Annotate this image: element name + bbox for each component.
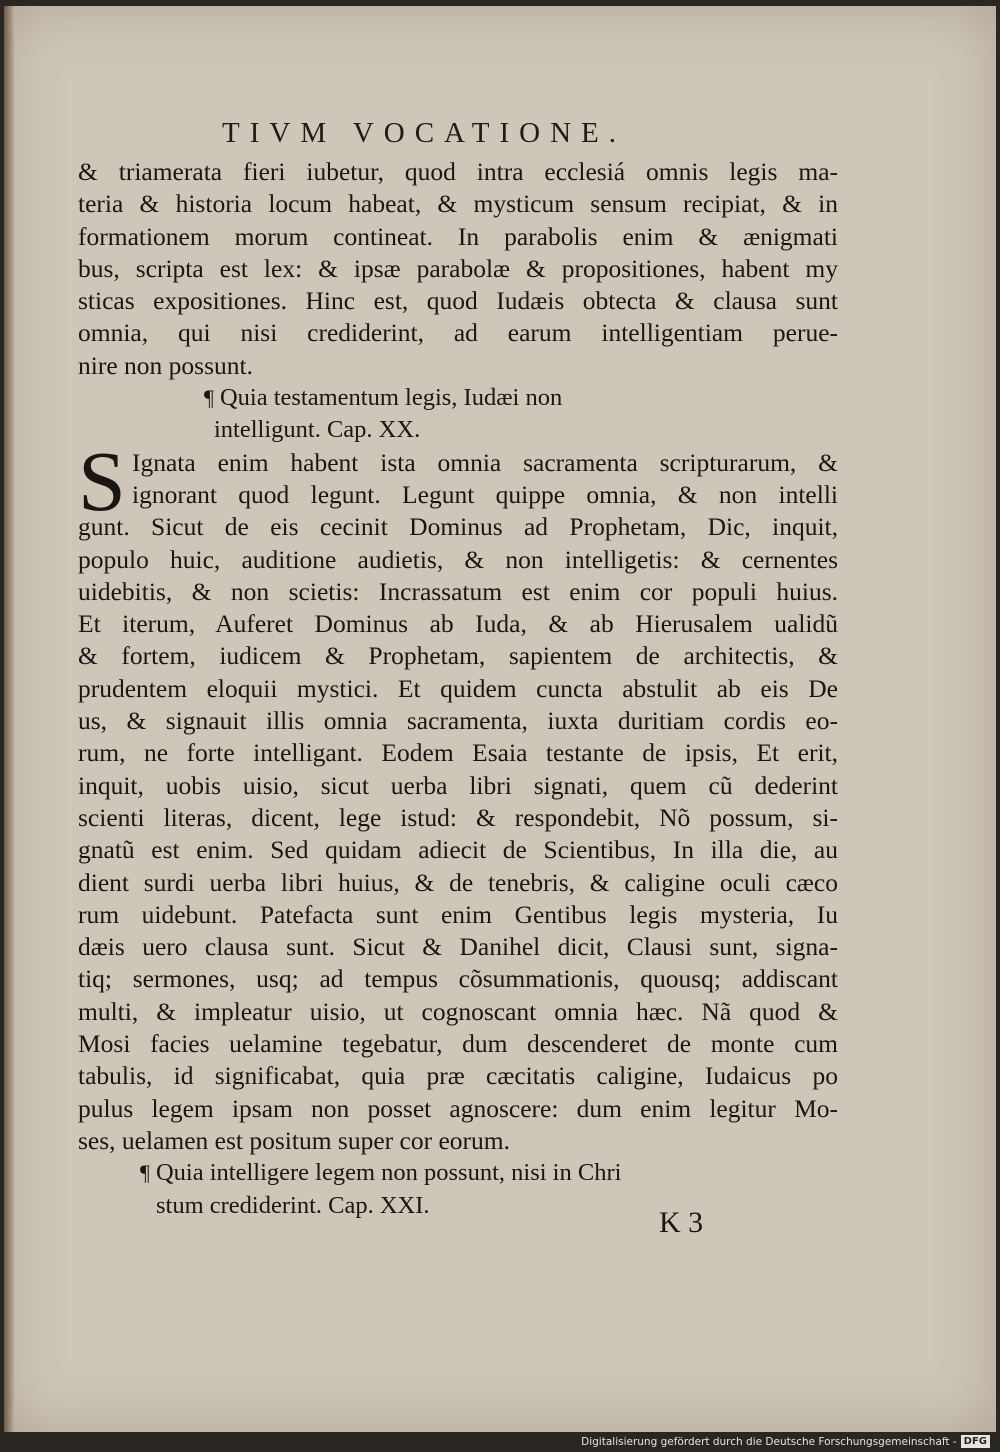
text-line: uidebitis, & non scietis: Incrassatum est enim cor populi huius. bbox=[78, 576, 838, 606]
text-line: sticas expositiones. Hinc est, quod Iudæis obtecta & clausa sunt bbox=[78, 286, 838, 316]
page-text bbox=[78, 156, 838, 1222]
text-line: tabulis, id significabat, quia præ cæcitatis caligine, Iudaicus po bbox=[78, 1061, 838, 1091]
text-line: gunt. Sicut de eis cecinit Dominus ad Prophetam, Dic, inquit, bbox=[78, 512, 838, 542]
heading-line: Quia testamentum legis, Iudæi non bbox=[219, 384, 563, 412]
text-line: multi, & impleatur uisio, ut cognoscant omnia hæc. Nã quod & bbox=[78, 996, 838, 1026]
text-line: & triamerata fieri iubetur, quod intra ecclesiá omnis legis ma- bbox=[78, 157, 838, 186]
text-line: Mosi facies uelamine tegebatur, dum descenderet de monte cum bbox=[78, 1029, 838, 1059]
text-line: Et iterum, Auferet Dominus ab Iuda, & ab Hierusalem ualidũ bbox=[78, 609, 838, 639]
page-spine-shadow bbox=[4, 6, 14, 1432]
text-line: pulus legem ipsam non posset agnoscere: dum enim legitur Mo- bbox=[78, 1093, 838, 1123]
signature-mark: K 3 bbox=[659, 1206, 704, 1239]
text-line: ignorant quod legunt. Legunt quippe omnia, & non intelli bbox=[132, 479, 838, 509]
text-line: gnatũ est enim. Sed quidam adiecit de Scientibus, In illa die, au bbox=[78, 835, 838, 865]
book-page bbox=[4, 6, 996, 1432]
text-line: populo huic, auditione audietis, & non intelligetis: & cernentes bbox=[78, 544, 838, 574]
text-line: bus, scripta est lex: & ipsæ parabolæ & propositiones, habent my bbox=[78, 253, 838, 283]
text-line: ses, uelamen est positum super cor eorum. bbox=[78, 1125, 510, 1155]
text-line: tiq; sermones, usq; ad tempus cõsummationis, quousq; addiscant bbox=[78, 964, 838, 994]
pilcrow-icon: ¶ bbox=[204, 385, 214, 411]
text-line: rum uidebunt. Patefacta sunt enim Gentibus legis mysteria, Iu bbox=[78, 899, 838, 929]
running-head: TIVM VOCATIONE. bbox=[222, 117, 627, 149]
text-line: omnia, qui nisi crediderint, ad earum intelligentiam perue- bbox=[78, 318, 838, 348]
chapter-heading-xxi bbox=[78, 1157, 838, 1189]
text-line: dæis uero clausa sunt. Sicut & Danihel dicit, Clausi sunt, signa- bbox=[78, 932, 838, 962]
heading-line: Quia intelligere legem non possunt, nisi in Chri bbox=[155, 1159, 622, 1187]
dfg-logo-icon: DFG bbox=[961, 1435, 990, 1448]
chapter-heading-xx bbox=[78, 382, 838, 414]
text-line: nire non possunt. bbox=[78, 350, 253, 380]
chapter-heading-xx-cont: intelligunt. Cap. XX. bbox=[214, 416, 421, 444]
footer-text: Digitalisierung gefördert durch die Deutsche Forschungsgemeinschaft - bbox=[581, 1435, 957, 1448]
chapter-heading-xxi-cont: stum crediderint. Cap. XXI. bbox=[156, 1191, 430, 1219]
text-line: prudentem eloquii mystici. Et quidem cuncta abstulit ab eis De bbox=[78, 673, 838, 703]
text-line: dient surdi uerba libri huius, & de tenebris, & caligine oculi cæco bbox=[78, 867, 838, 897]
text-line: formationem morum contineat. In parabolis enim & ænigmati bbox=[78, 221, 838, 251]
pilcrow-icon: ¶ bbox=[140, 1160, 150, 1186]
text-line: scienti literas, dicent, lege istud: & respondebit, Nõ possum, si- bbox=[78, 802, 838, 832]
text-line: teria & historia locum habeat, & mysticum sensum recipiat, & in bbox=[78, 189, 838, 219]
digitization-footer bbox=[581, 1435, 990, 1448]
text-line: Ignata enim habent ista omnia sacramenta scripturarum, & bbox=[132, 447, 838, 477]
text-line: inquit, uobis uisio, sicut uerba libri signati, quem cũ dederint bbox=[78, 770, 838, 800]
text-line: us, & signauit illis omnia sacramenta, iuxta duritiam cordis eo- bbox=[78, 706, 838, 736]
drop-cap-initial: S bbox=[78, 432, 126, 529]
text-line: & fortem, iudicem & Prophetam, sapientem de architectis, & bbox=[78, 641, 838, 671]
text-line: rum, ne forte intelligant. Eodem Esaia testante de ipsis, Et erit, bbox=[78, 738, 838, 768]
